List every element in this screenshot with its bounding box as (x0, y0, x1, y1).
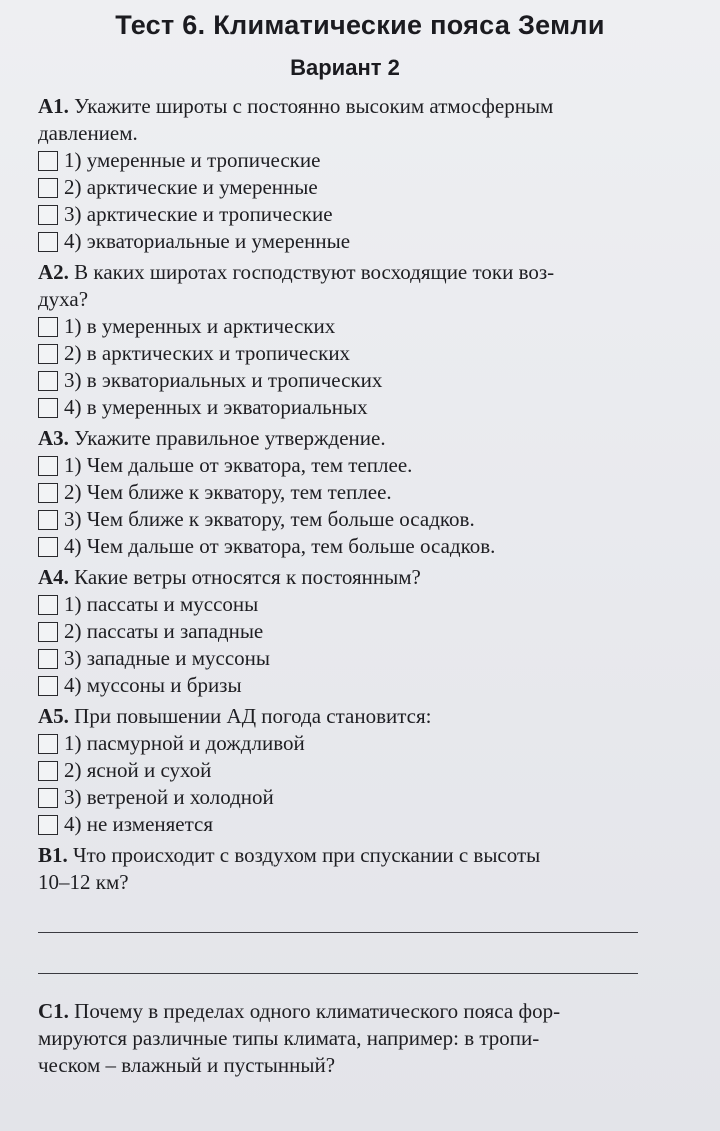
answer-option[interactable] (38, 394, 640, 421)
option-label: 4) Чем дальше от экватора, тем больше осадков. (64, 534, 496, 558)
answer-option[interactable] (38, 313, 640, 340)
question-a3 (38, 425, 640, 560)
variant-label: Вариант 2 (290, 55, 400, 80)
checkbox[interactable] (38, 537, 58, 557)
answer-option[interactable] (38, 201, 640, 228)
option-label: 1) пассаты и муссоны (64, 592, 259, 616)
option-label: 4) не изменяется (64, 812, 214, 836)
question-line: Укажите широты с постоянно высоким атмосферным (74, 94, 554, 118)
option-label: 1) умеренные и тропические (64, 148, 321, 172)
question-c1 (38, 998, 640, 1079)
question-a4 (38, 564, 640, 699)
question-text (38, 703, 640, 730)
question-number: А5. (38, 704, 69, 728)
question-number: В1. (38, 843, 68, 867)
page-title: Тест 6. Климатические пояса Земли (115, 10, 605, 40)
question-number: С1. (38, 999, 69, 1023)
question-text (38, 842, 640, 869)
question-line: Какие ветры относятся к постоянным? (74, 565, 421, 589)
checkbox[interactable] (38, 456, 58, 476)
checkbox[interactable] (38, 649, 58, 669)
checkbox[interactable] (38, 178, 58, 198)
option-label: 3) Чем ближе к экватору, тем больше осадков. (64, 507, 475, 531)
option-label: 2) ясной и сухой (64, 758, 212, 782)
option-label: 4) экваториальные и умеренные (64, 229, 351, 253)
question-line: При повышении АД погода становится: (74, 704, 432, 728)
option-label: 4) муссоны и бризы (64, 673, 242, 697)
answer-line[interactable] (38, 973, 638, 974)
question-line: В каких широтах господствуют восходящие токи воз- (74, 260, 555, 284)
question-text (38, 93, 640, 120)
answer-option[interactable] (38, 811, 640, 838)
checkbox[interactable] (38, 595, 58, 615)
answer-option[interactable] (38, 757, 640, 784)
option-label: 4) в умеренных и экваториальных (64, 395, 368, 419)
question-line: 10–12 км? (38, 870, 129, 894)
question-text (38, 564, 640, 591)
checkbox[interactable] (38, 676, 58, 696)
question-line: давлением. (38, 121, 138, 145)
checkbox[interactable] (38, 761, 58, 781)
option-label: 2) в арктических и тропических (64, 341, 351, 365)
answer-option[interactable] (38, 367, 640, 394)
question-number: А1. (38, 94, 69, 118)
question-a1 (38, 93, 640, 255)
answer-option[interactable] (38, 147, 640, 174)
checkbox[interactable] (38, 622, 58, 642)
answer-option[interactable] (38, 452, 640, 479)
option-label: 3) арктические и тропические (64, 202, 333, 226)
question-line: Что происходит с воздухом при спускании с высоты (73, 843, 541, 867)
checkbox[interactable] (38, 788, 58, 808)
answer-option[interactable] (38, 228, 640, 255)
question-line: ческом – влажный и пустынный? (38, 1053, 336, 1077)
option-label: 2) арктические и умеренные (64, 175, 318, 199)
checkbox[interactable] (38, 232, 58, 252)
checkbox[interactable] (38, 205, 58, 225)
answer-option[interactable] (38, 730, 640, 757)
answer-option[interactable] (38, 784, 640, 811)
option-label: 3) ветреной и холодной (64, 785, 274, 809)
question-a2 (38, 259, 640, 421)
checkbox[interactable] (38, 151, 58, 171)
question-text (38, 259, 640, 286)
option-label: 2) Чем ближе к экватору, тем теплее. (64, 480, 392, 504)
answer-option[interactable] (38, 533, 640, 560)
question-text (38, 998, 640, 1025)
option-label: 3) западные и муссоны (64, 646, 271, 670)
test-content (38, 93, 640, 1079)
checkbox[interactable] (38, 317, 58, 337)
question-a5 (38, 703, 640, 838)
answer-option[interactable] (38, 618, 640, 645)
question-number: А2. (38, 260, 69, 284)
answer-option[interactable] (38, 645, 640, 672)
option-label: 3) в экваториальных и тропических (64, 368, 383, 392)
question-number: А3. (38, 426, 69, 450)
option-label: 2) пассаты и западные (64, 619, 264, 643)
answer-option[interactable] (38, 506, 640, 533)
question-line: духа? (38, 287, 89, 311)
checkbox[interactable] (38, 398, 58, 418)
option-label: 1) пасмурной и дождливой (64, 731, 305, 755)
question-text (38, 425, 640, 452)
question-line: Укажите правильное утверждение. (74, 426, 386, 450)
option-label: 1) Чем дальше от экватора, тем теплее. (64, 453, 413, 477)
question-line: Почему в пределах одного климатического пояса фор- (74, 999, 561, 1023)
answer-option[interactable] (38, 591, 640, 618)
question-b1 (38, 842, 640, 974)
checkbox[interactable] (38, 815, 58, 835)
checkbox[interactable] (38, 483, 58, 503)
question-line: мируются различные типы климата, например: в тропи- (38, 1026, 540, 1050)
answer-option[interactable] (38, 672, 640, 699)
checkbox[interactable] (38, 371, 58, 391)
answer-option[interactable] (38, 174, 640, 201)
checkbox[interactable] (38, 510, 58, 530)
checkbox[interactable] (38, 344, 58, 364)
checkbox[interactable] (38, 734, 58, 754)
answer-option[interactable] (38, 340, 640, 367)
question-number: А4. (38, 565, 69, 589)
option-label: 1) в умеренных и арктических (64, 314, 336, 338)
answer-option[interactable] (38, 479, 640, 506)
